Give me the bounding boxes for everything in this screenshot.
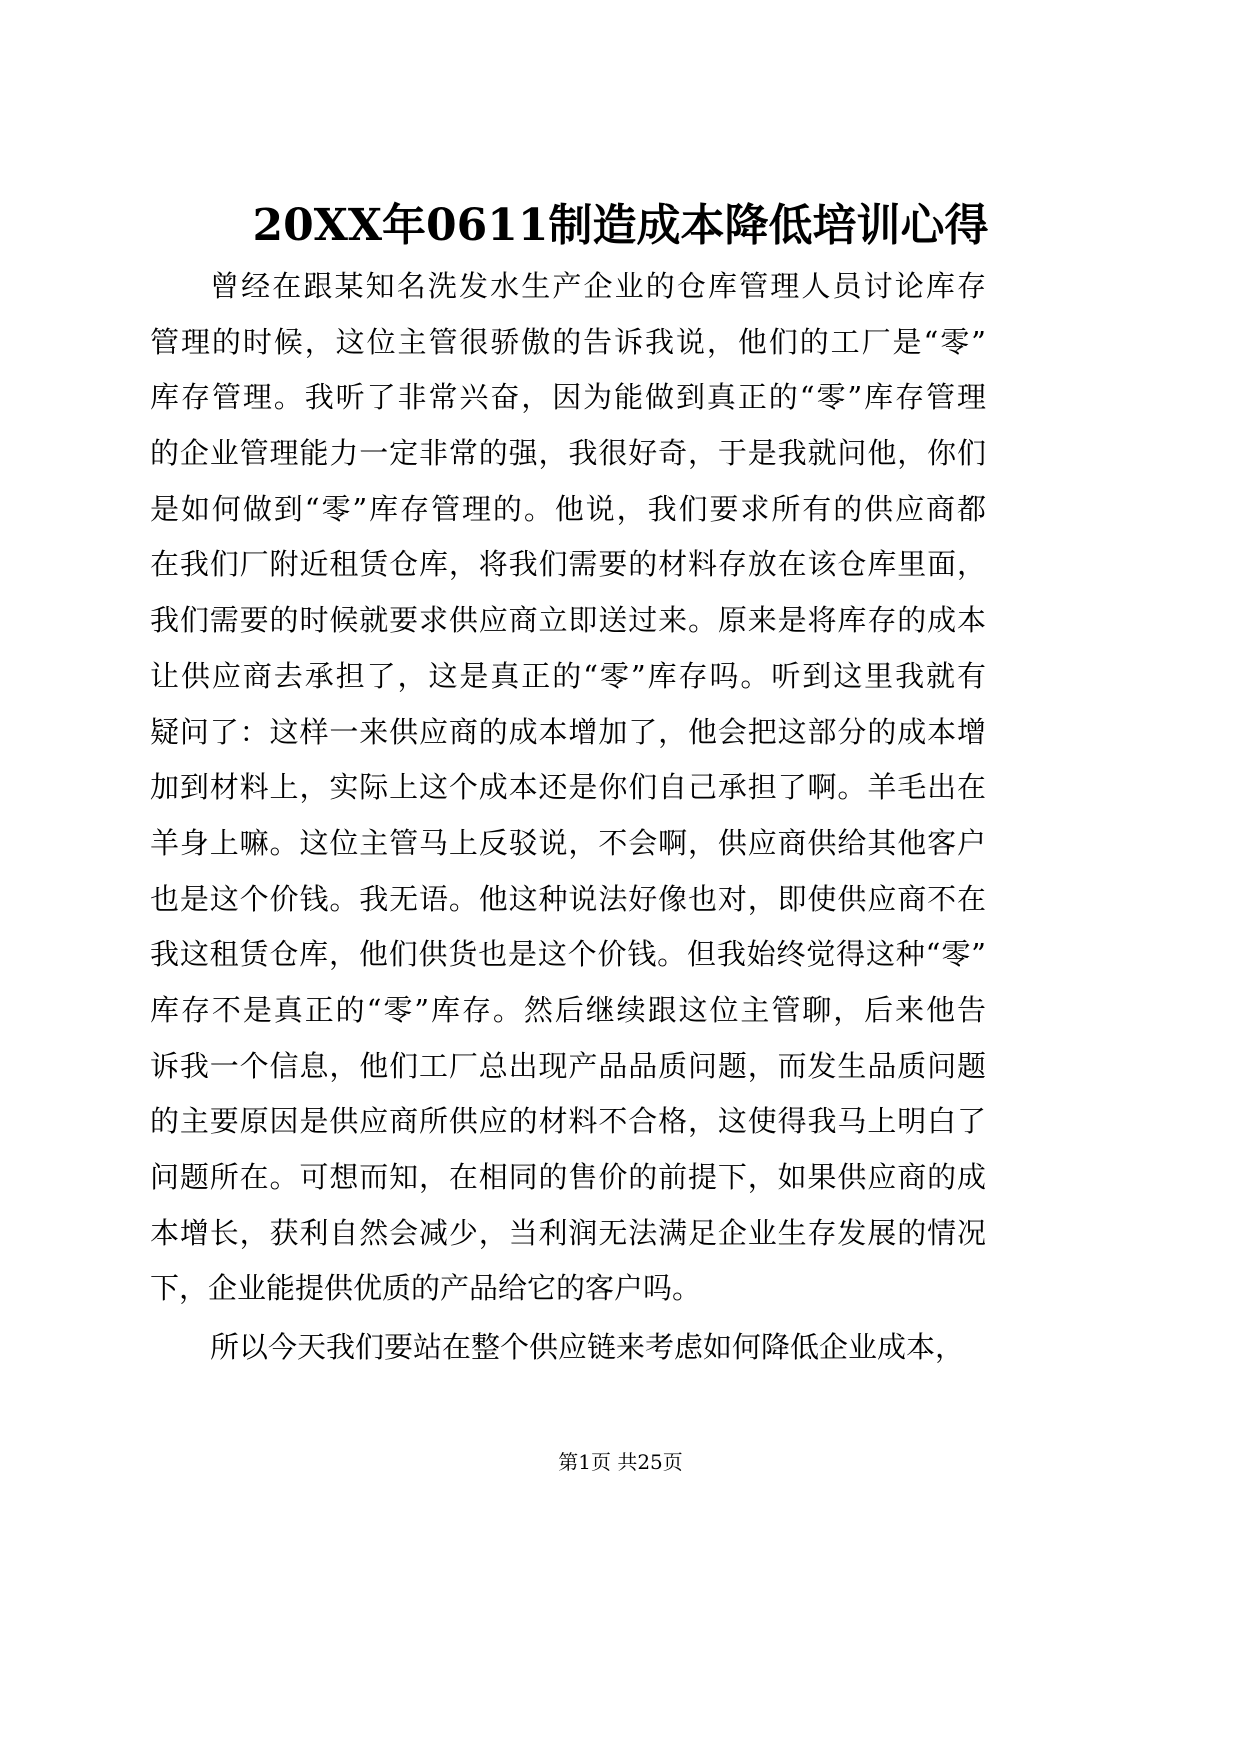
paragraph-line: 在我们厂附近租赁仓库，将我们需要的材料存放在该仓库里面， xyxy=(150,547,986,582)
page-footer: 第1页 共25页 xyxy=(558,1450,683,1474)
paragraph-line: 疑问了：这样一来供应商的成本增加了，他会把这部分的成本增 xyxy=(150,714,986,749)
paragraph-line: 库存管理。我听了非常兴奋，因为能做到真正的“零”库存管理 xyxy=(150,380,986,415)
document-title: 20XX年0611制造成本降低培训心得 xyxy=(252,200,989,251)
paragraph-line: 本增长，获利自然会减少，当利润无法满足企业生存发展的情况 xyxy=(150,1215,986,1250)
paragraph-line: 我这租赁仓库，他们供货也是这个价钱。但我始终觉得这种“零” xyxy=(150,937,986,972)
paragraph-line: 库存不是真正的“零”库存。然后继续跟这位主管聊，后来他告 xyxy=(150,992,986,1027)
paragraph-line: 问题所在。可想而知，在相同的售价的前提下，如果供应商的成 xyxy=(150,1160,986,1194)
paragraph-line: 下，企业能提供优质的产品给它的客户吗。 xyxy=(150,1271,702,1306)
paragraph-line: 也是这个价钱。我无语。他这种说法好像也对，即使供应商不在 xyxy=(150,881,986,916)
paragraph-line: 的企业管理能力一定非常的强，我很好奇，于是我就问他，你们 xyxy=(150,436,986,471)
paragraph-line: 的主要原因是供应商所供应的材料不合格，这使得我马上明白了 xyxy=(150,1104,986,1139)
paragraph-line: 让供应商去承担了，这是真正的“零”库存吗。听到这里我就有 xyxy=(150,658,986,693)
paragraph-line: 所以今天我们要站在整个供应链来考虑如何降低企业成本， xyxy=(210,1330,965,1365)
paragraph-line: 曾经在跟某知名洗发水生产企业的仓库管理人员讨论库存 xyxy=(210,269,986,303)
paragraph-line: 羊身上嘛。这位主管马上反驳说，不会啊，供应商供给其他客户 xyxy=(150,825,986,860)
paragraph-line: 加到材料上，实际上这个成本还是你们自己承担了啊。羊毛出在 xyxy=(150,770,986,805)
paragraph-line: 我们需要的时候就要求供应商立即送过来。原来是将库存的成本 xyxy=(150,603,986,638)
paragraph-line: 诉我一个信息，他们工厂总出现产品品质问题，而发生品质问题 xyxy=(150,1048,986,1083)
paragraph-line: 管理的时候，这位主管很骄傲的告诉我说，他们的工厂是“零” xyxy=(150,324,986,359)
paragraph-line: 是如何做到“零”库存管理的。他说，我们要求所有的供应商都 xyxy=(150,491,986,526)
document-body xyxy=(150,259,986,1376)
